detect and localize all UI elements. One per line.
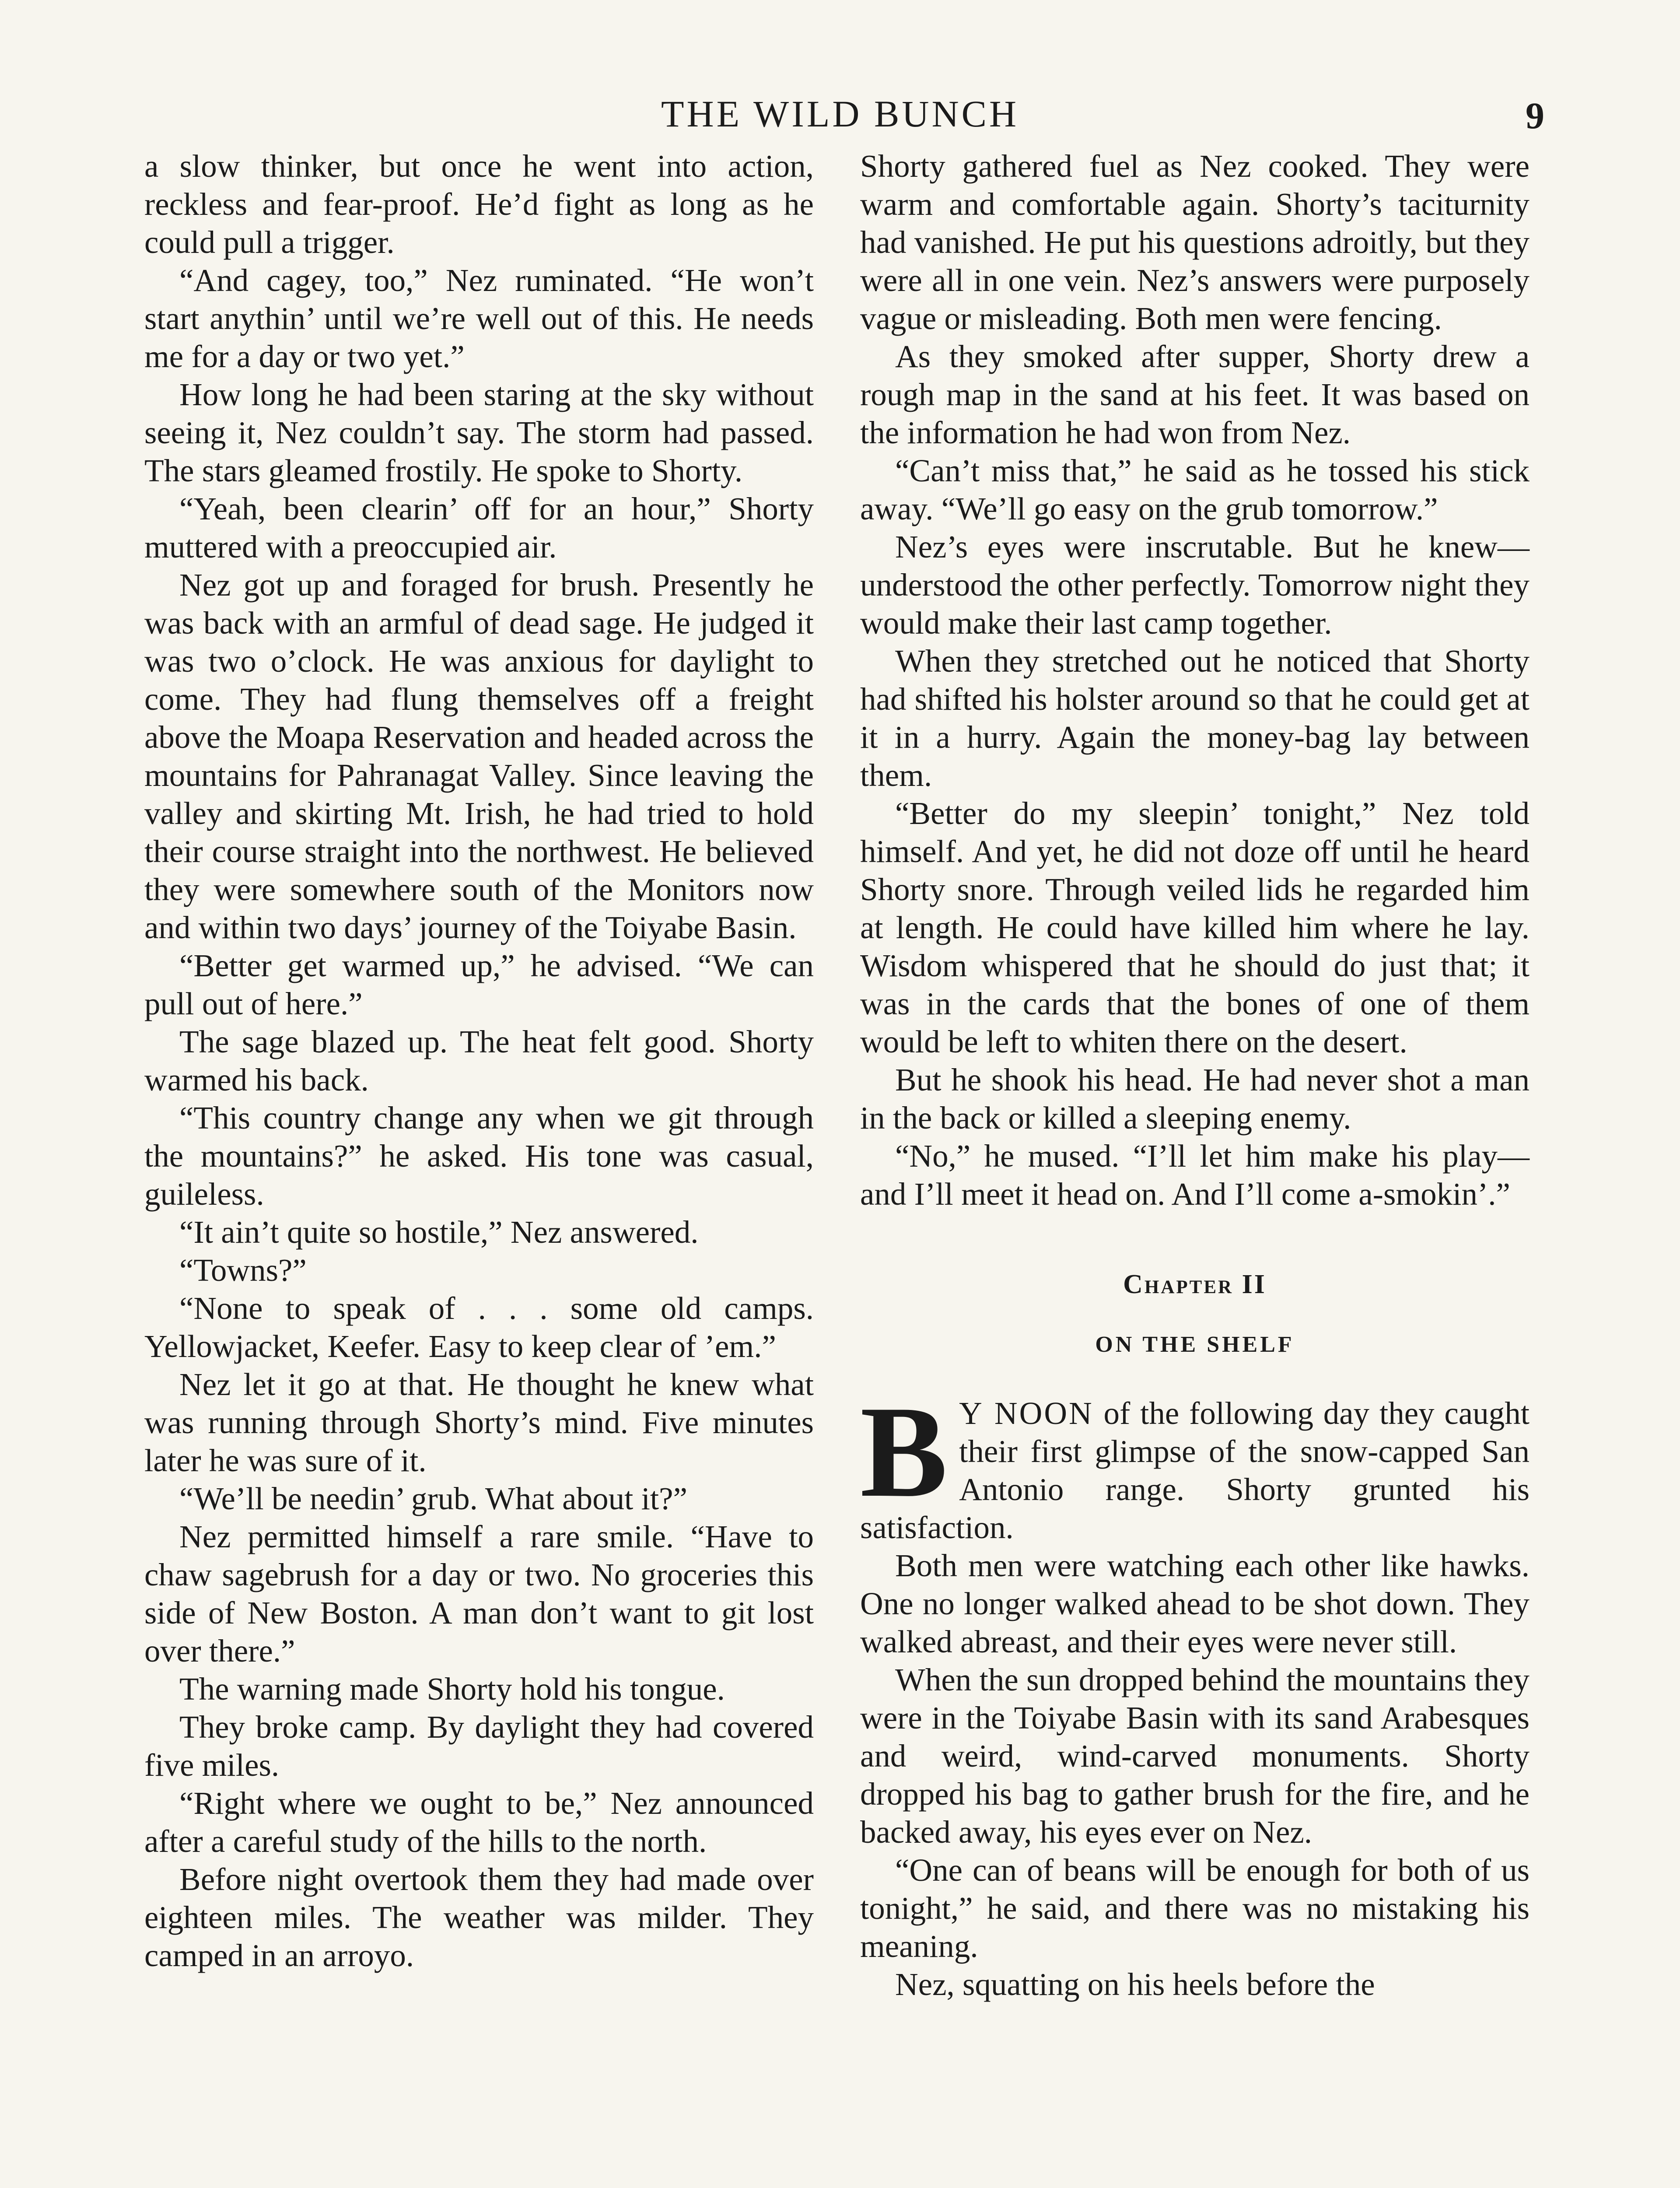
paragraph: “Towns?” [179,1252,307,1288]
paragraph: “This country change any when we git through the mountains?” he asked. His tone was casual, guileless. [144,1100,814,1212]
paragraph: Nez permitted himself a rare smile. “Have to chaw sagebrush for a day or two. No groceries this side of New Boston. A man don’t want to git lost over there.” [144,1519,814,1669]
paragraph: Nez let it go at that. He thought he knew what was running through Shorty’s mind. Five minutes later he was sure of it. [144,1367,814,1478]
chapter-subtitle: ON THE SHELF [1095,1332,1295,1357]
opening-text: of the following day they caught their first glimpse of the snow-capped San Antonio range. Shorty grunted his satisfaction. [860,1396,1530,1545]
paragraph: “We’ll be needin’ grub. What about it?” [179,1481,687,1516]
opening-caps: Y NOON [959,1396,1094,1431]
page-header [144,88,1544,144]
running-title: THE WILD BUNCH [661,93,1019,135]
page-number: 9 [1526,95,1544,137]
right-column [860,147,1530,2003]
paragraph: They broke camp. By daylight they had covered five miles. [144,1709,814,1783]
paragraph: “It ain’t quite so hostile,” Nez answered. [179,1214,699,1250]
paragraph: Shorty gathered fuel as Nez cooked. They were warm and comfortable again. Shorty’s taciturnity had vanished. He put his questions adroitly, but they were all in one vein. Nez’s answers were purposely vague or misleading. Both men were fencing. [860,148,1530,336]
paragraph: “Better get warmed up,” he advised. “We can pull out of here.” [144,948,814,1021]
paragraph: As they smoked after supper, Shorty drew a rough map in the sand at his feet. It was based on the information he had won from Nez. [860,339,1530,450]
paragraph: “Better do my sleepin’ tonight,” Nez told himself. And yet, he did not doze off until he heard Shorty snore. Through veiled lids he regarded him at length. He could have killed him where he lay. Wisdom whispered that he should do just that; it was in the cards that the bones of one of them would be left to whiten there on the desert. [860,796,1530,1059]
paragraph: Nez, squatting on his heels before the [895,1967,1375,2002]
paragraph: “Yeah, been clearin’ off for an hour,” Shorty muttered with a preoccupied air. [144,491,814,565]
paragraph: The warning made Shorty hold his tongue. [179,1671,725,1707]
paragraph: “One can of beans will be enough for both of us tonight,” he said, and there was no mistaking his meaning. [860,1852,1530,1964]
paragraph: a slow thinker, but once he went into action, reckless and fear-proof. He’d fight as long as he could pull a trigger. [144,148,814,260]
paragraph: Nez’s eyes were inscrutable. But he knew—understood the other perfectly. Tomorrow night they would make their last camp together. [860,529,1530,641]
paragraph: How long he had been staring at the sky without seeing it, Nez couldn’t say. The storm had passed. The stars gleamed frostily. He spoke to Shorty. [144,377,814,488]
paragraph: “None to speak of . . . some old camps. Yellowjacket, Keefer. Easy to keep clear of ’em.” [144,1290,814,1364]
paragraph: Nez got up and foraged for brush. Presently he was back with an armful of dead sage. He judged it was two o’clock. He was anxious for daylight to come. They had flung themselves off a freight above the Moapa Reservation and headed across the mountains for Pahranagat Valley. Since leaving the valley and skirting Mt. Irish, he had tried to hold their course straight into the northwest. He believed they were somewhere south of the Monitors now and within two days’ journey of the Toiyabe Basin. [144,567,814,945]
drop-cap: B [860,1379,948,1524]
chapter-title: Chapter II [1123,1269,1267,1299]
paragraph: The sage blazed up. The heat felt good. Shorty warmed his back. [144,1024,814,1098]
paragraph: “No,” he mused. “I’ll let him make his play—and I’ll meet it head on. And I’ll come a-smokin’.” [860,1138,1530,1212]
paragraph: “And cagey, too,” Nez ruminated. “He won’t start anythin’ until we’re well out of this. He needs me for a day or two yet.” [144,263,814,374]
paragraph: When the sun dropped behind the mountains they were in the Toiyabe Basin with its sand Arabesques and weird, wind-carved monuments. Shorty dropped his bag to gather brush for the fire, and he backed away, his eyes ever on Nez. [860,1662,1530,1850]
left-column [144,147,814,1974]
paragraph: “Right where we ought to be,” Nez announced after a careful study of the hills to the north. [144,1785,814,1859]
paragraph: But he shook his head. He had never shot a man in the back or killed a sleeping enemy. [860,1062,1530,1136]
paragraph: When they stretched out he noticed that Shorty had shifted his holster around so that he could get at it in a hurry. Again the money-bag lay between them. [860,643,1530,793]
paragraph: Both men were watching each other like hawks. One no longer walked ahead to be shot down. They walked abreast, and their eyes were never still. [860,1548,1530,1659]
paragraph: “Can’t miss that,” he said as he tossed his stick away. “We’ll go easy on the grub tomorrow.” [860,453,1530,526]
chapter-opening-paragraph [860,1379,1530,1546]
paragraph: Before night overtook them they had made over eighteen miles. The weather was milder. They camped in an arroyo. [144,1862,814,1973]
